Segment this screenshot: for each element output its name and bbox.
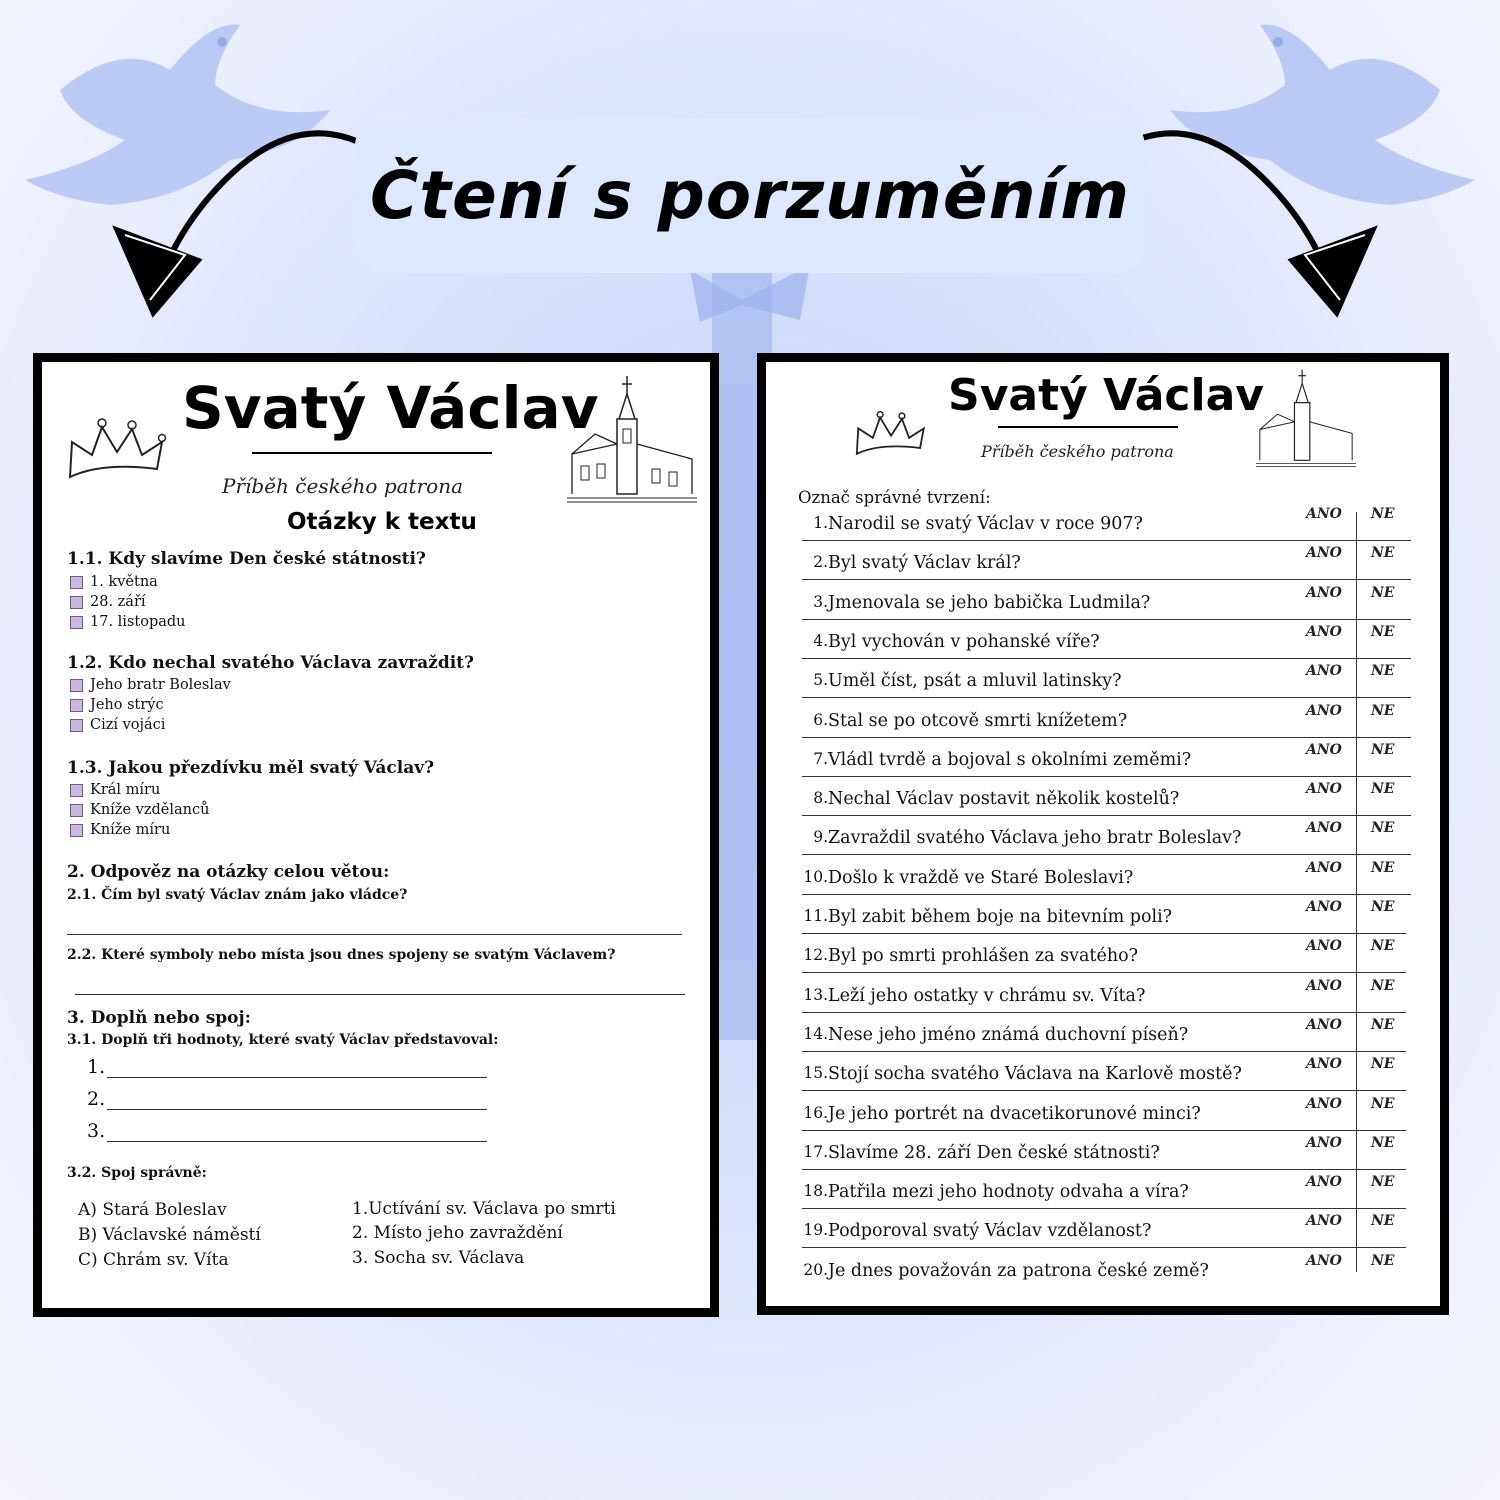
blank-line[interactable]: [107, 1122, 487, 1142]
statement-number: 10.: [803, 867, 828, 886]
statement-number: 15.: [803, 1064, 828, 1083]
answer-no[interactable]: NE: [1371, 506, 1395, 522]
church-icon: [1256, 368, 1356, 468]
statement-row: [800, 1025, 1188, 1045]
answer-no[interactable]: NE: [1371, 1174, 1395, 1191]
answer-yes[interactable]: ANO: [1306, 820, 1342, 837]
statement-row: [800, 789, 1179, 809]
option-1-2-c[interactable]: Cizí vojáci: [70, 715, 231, 735]
title-underline: [252, 452, 492, 454]
match-right-1: 1.Uctívání sv. Václava po smrti: [352, 1199, 616, 1219]
statement-row: [800, 1221, 1151, 1241]
answer-line-2-2[interactable]: [75, 994, 685, 995]
statement-row: [800, 1104, 1201, 1124]
arrow-icon: [105, 120, 375, 330]
question-1-1: 1.1. Kdy slavíme Den české státnosti?: [67, 549, 426, 569]
statement-row: [800, 1182, 1189, 1202]
sheet-title: Svatý Václav: [182, 374, 599, 442]
question-1-3: 1.3. Jakou přezdívku měl svatý Václav?: [67, 758, 435, 778]
statement-row: [800, 593, 1150, 613]
match-left-a: A) Stará Boleslav: [78, 1200, 227, 1220]
answer-no[interactable]: NE: [1371, 663, 1395, 680]
worksheet-right: [757, 353, 1449, 1315]
option-1-3-c[interactable]: Kníže míru: [70, 820, 209, 840]
blank-row-3[interactable]: 3.: [87, 1120, 487, 1142]
answer-no[interactable]: NE: [1371, 702, 1395, 719]
statement-row: [800, 1143, 1160, 1163]
checkbox[interactable]: [70, 699, 83, 712]
statement-text: Byl svatý Václav král?: [828, 553, 1021, 574]
question-2-1: 2.1. Čím byl svatý Václav znám jako vládce?: [67, 887, 408, 903]
answer-yes[interactable]: ANO: [1306, 702, 1342, 719]
statement-text: Patřila mezi jeho hodnoty odvaha a víra?: [828, 1182, 1189, 1203]
statement-number: 8.: [813, 789, 828, 808]
section-3-heading: 3. Doplň nebo spoj:: [67, 1008, 251, 1028]
row-separator: [802, 579, 1411, 580]
row-separator: [802, 697, 1411, 698]
answer-no[interactable]: NE: [1371, 545, 1395, 562]
answer-yes[interactable]: ANO: [1306, 741, 1342, 758]
statement-number: 16.: [803, 1103, 828, 1122]
sheet-subtitle: Příběh českého patrona: [981, 442, 1174, 461]
answer-no[interactable]: NE: [1371, 1134, 1395, 1151]
title-underline: [998, 426, 1178, 428]
option-1-1-b[interactable]: 28. září: [70, 592, 186, 612]
statement-text: Podporoval svatý Václav vzdělanost?: [828, 1221, 1152, 1242]
answer-yes[interactable]: ANO: [1306, 938, 1342, 955]
row-separator: [802, 1169, 1406, 1170]
statement-text: Došlo k vraždě ve Staré Boleslavi?: [828, 867, 1134, 888]
row-separator: [802, 1247, 1406, 1248]
answer-no[interactable]: NE: [1371, 584, 1395, 601]
statement-row: [800, 1064, 1242, 1084]
question-2-2: 2.2. Které symboly nebo místa jsou dnes spojeny se svatým Václavem?: [67, 947, 616, 963]
statement-number: 18.: [803, 1182, 828, 1201]
answer-yes[interactable]: ANO: [1306, 1134, 1342, 1151]
answer-yes[interactable]: ANO: [1306, 663, 1342, 680]
row-separator: [802, 1012, 1406, 1013]
answer-no[interactable]: NE: [1371, 623, 1395, 640]
statement-text: Byl po smrti prohlášen za svatého?: [828, 946, 1139, 967]
row-separator: [802, 1130, 1406, 1131]
sheet-subtitle: Příběh českého patrona: [222, 474, 463, 498]
statement-number: 14.: [803, 1024, 828, 1043]
statement-text: Vládl tvrdě a bojoval s okolními zeměmi?: [828, 749, 1192, 770]
option-1-1-a[interactable]: 1. května: [70, 572, 186, 592]
question-3-2: 3.2. Spoj správně:: [67, 1165, 207, 1181]
statement-text: Nechal Václav postavit několik kostelů?: [828, 789, 1180, 810]
checkbox[interactable]: [70, 596, 83, 609]
statement-text: Uměl číst, psát a mluvil latinsky?: [828, 671, 1122, 692]
statement-row: [800, 907, 1172, 927]
answer-no[interactable]: NE: [1371, 1056, 1395, 1073]
statement-row: [800, 868, 1133, 888]
answer-no[interactable]: NE: [1371, 781, 1395, 798]
statement-text: Je dnes považován za patrona české země?: [828, 1260, 1209, 1281]
statement-number: 4.: [813, 631, 828, 650]
answer-yes[interactable]: ANO: [1306, 1174, 1342, 1191]
statement-row: [800, 671, 1122, 691]
row-separator: [802, 619, 1411, 620]
statement-row: [800, 828, 1241, 848]
answer-yes[interactable]: ANO: [1306, 1252, 1342, 1269]
banner-box: [355, 118, 1145, 273]
options-1-1: [70, 572, 186, 632]
checkbox[interactable]: [70, 824, 83, 837]
statement-number: 12.: [803, 946, 828, 965]
row-separator: [802, 894, 1411, 895]
row-separator: [802, 1208, 1406, 1209]
statement-text: Slavíme 28. září Den české státnosti?: [828, 1142, 1160, 1163]
answer-no[interactable]: NE: [1371, 977, 1395, 994]
worksheet-left: [33, 353, 719, 1317]
answer-yes[interactable]: ANO: [1306, 506, 1342, 522]
statement-number: 9.: [813, 828, 828, 847]
statement-number: 1.: [813, 514, 828, 532]
answer-yes[interactable]: ANO: [1306, 1095, 1342, 1112]
statement-row: [800, 632, 1100, 652]
statement-number: 20.: [803, 1260, 828, 1279]
statement-text: Leží jeho ostatky v chrámu sv. Víta?: [828, 985, 1146, 1006]
checkbox[interactable]: [70, 679, 83, 692]
statement-text: Narodil se svatý Václav v roce 907?: [828, 514, 1143, 534]
statement-text: Stal se po otcově smrti knížetem?: [828, 710, 1128, 731]
blank-row-1[interactable]: 1.: [87, 1056, 487, 1078]
statement-number: 13.: [803, 985, 828, 1004]
sheet-title: Svatý Václav: [948, 370, 1264, 421]
row-separator: [802, 776, 1411, 777]
statement-text: Je jeho portrét na dvacetikorunové minci?: [828, 1103, 1201, 1124]
option-1-2-a[interactable]: Jeho bratr Boleslav: [70, 675, 231, 695]
statement-number: 2.: [813, 553, 828, 572]
checkbox[interactable]: [70, 784, 83, 797]
checkbox[interactable]: [70, 804, 83, 817]
option-1-1-c[interactable]: 17. listopadu: [70, 612, 186, 632]
checkbox[interactable]: [70, 719, 83, 732]
instruction: Označ správné tvrzení:: [798, 488, 991, 507]
arrow-icon: [1115, 120, 1385, 330]
blank-line[interactable]: [107, 1090, 487, 1110]
statement-number: 3.: [813, 592, 828, 611]
statement-number: 6.: [813, 710, 828, 729]
answer-yes[interactable]: ANO: [1306, 781, 1342, 798]
answer-yes[interactable]: ANO: [1306, 899, 1342, 915]
answer-no[interactable]: NE: [1371, 1095, 1395, 1112]
match-right-3: 3. Socha sv. Václava: [352, 1248, 525, 1268]
banner-title: Čtení s porzuměním: [369, 157, 1131, 234]
statement-row: [800, 986, 1145, 1006]
match-left-b: B) Václavské náměstí: [78, 1225, 261, 1245]
section-heading: Otázky k textu: [287, 509, 477, 535]
answer-yes[interactable]: ANO: [1306, 1213, 1342, 1230]
statement-text: Byl zabit během boje na bitevním poli?: [828, 907, 1173, 927]
answer-yes[interactable]: ANO: [1306, 859, 1342, 876]
answer-no[interactable]: NE: [1371, 1016, 1395, 1033]
answer-no[interactable]: NE: [1371, 1213, 1395, 1230]
section-2-heading: 2. Odpověz na otázky celou větou:: [67, 862, 390, 882]
statement-row: [800, 750, 1191, 770]
row-separator: [802, 854, 1411, 855]
statement-number: 17.: [803, 1142, 828, 1161]
answer-no[interactable]: NE: [1371, 820, 1395, 837]
answer-no[interactable]: NE: [1371, 938, 1395, 955]
answer-no[interactable]: NE: [1371, 1252, 1395, 1269]
column-divider: [1356, 512, 1357, 1272]
checkbox[interactable]: [70, 616, 83, 629]
statement-text: Jmenovala se jeho babička Ludmila?: [828, 592, 1151, 613]
match-right-2: 2. Místo jeho zavraždění: [352, 1223, 563, 1243]
crown-icon: [62, 407, 172, 487]
answer-no[interactable]: NE: [1371, 899, 1395, 915]
statement-text: Byl vychován v pohanské víře?: [828, 631, 1100, 652]
statement-text: Zavraždil svatého Václava jeho bratr Boleslav?: [828, 828, 1242, 849]
statement-number: 7.: [813, 749, 828, 768]
row-separator: [802, 737, 1411, 738]
answer-line-2-1[interactable]: [67, 934, 682, 935]
question-3-1: 3.1. Doplň tři hodnoty, které svatý Václav představoval:: [67, 1032, 499, 1048]
statement-number: 19.: [803, 1221, 828, 1240]
statement-text: Stojí socha svatého Václava na Karlově mostě?: [828, 1064, 1242, 1085]
statement-row: [800, 514, 1143, 534]
row-separator: [802, 658, 1411, 659]
statement-number: 11.: [803, 907, 828, 925]
row-separator: [802, 1090, 1406, 1091]
option-1-3-b[interactable]: Kníže vzdělanců: [70, 800, 209, 820]
statement-row: [800, 946, 1138, 966]
question-1-2: 1.2. Kdo nechal svatého Václava zavraždit?: [67, 653, 474, 673]
row-separator: [802, 1051, 1406, 1052]
match-left-c: C) Chrám sv. Víta: [78, 1250, 229, 1270]
answer-no[interactable]: NE: [1371, 741, 1395, 758]
answer-no[interactable]: NE: [1371, 859, 1395, 876]
answer-yes[interactable]: ANO: [1306, 1056, 1342, 1073]
answer-yes[interactable]: ANO: [1306, 623, 1342, 640]
answer-yes[interactable]: ANO: [1306, 1016, 1342, 1033]
answer-yes[interactable]: ANO: [1306, 545, 1342, 562]
row-separator: [802, 540, 1411, 541]
option-1-3-a[interactable]: Král míru: [70, 780, 209, 800]
row-separator: [802, 933, 1406, 934]
option-1-2-b[interactable]: Jeho strýc: [70, 695, 231, 715]
answer-yes[interactable]: ANO: [1306, 584, 1342, 601]
statement-number: 5.: [813, 671, 828, 690]
statement-text: Nese jeho jméno známá duchovní píseň?: [828, 1024, 1189, 1045]
blank-line[interactable]: [107, 1058, 487, 1078]
row-separator: [802, 972, 1406, 973]
row-separator: [802, 815, 1411, 816]
options-1-3: [70, 780, 209, 840]
crown-icon: [851, 402, 931, 462]
statement-row: [800, 711, 1127, 731]
blank-row-2[interactable]: 2.: [87, 1088, 487, 1110]
statement-row: [800, 1261, 1209, 1281]
answer-yes[interactable]: ANO: [1306, 977, 1342, 994]
statement-row: [800, 553, 1021, 573]
options-1-2: [70, 675, 231, 735]
church-icon: [567, 374, 697, 504]
checkbox[interactable]: [70, 576, 83, 589]
